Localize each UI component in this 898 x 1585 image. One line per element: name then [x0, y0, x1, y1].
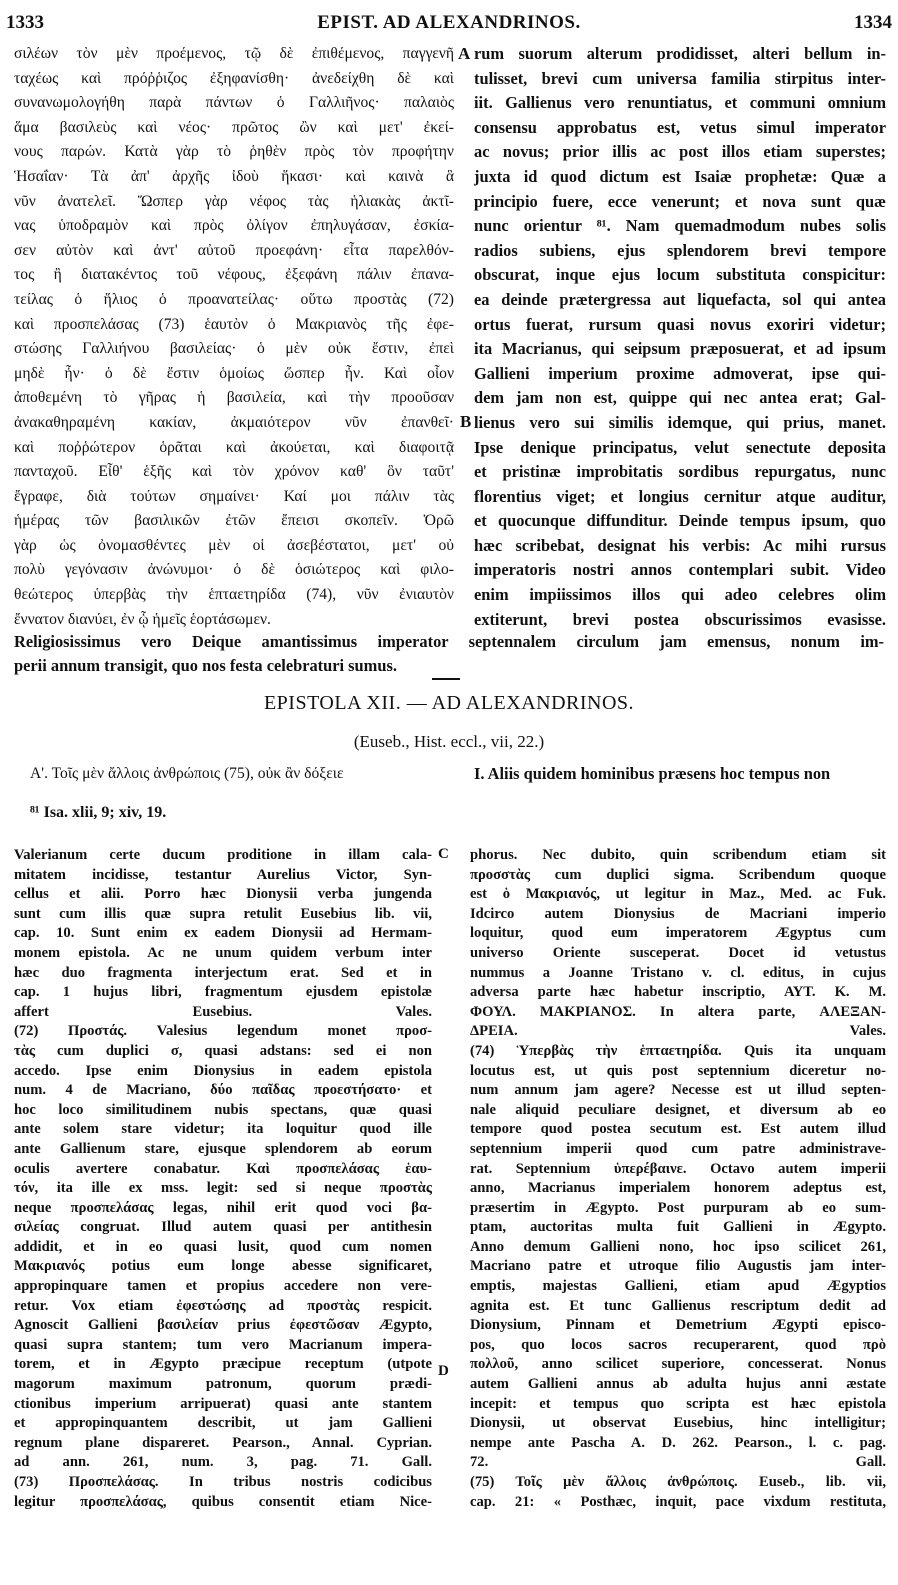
- text-line: προσστὰς cum duplici sigma. Scribendum quoque: [470, 866, 886, 883]
- text-line: oculis avertere conabatur. Καὶ προσπελάσας ἑαυ-: [14, 1160, 432, 1177]
- text-line: autem Gallieni annus ab adulta hujus anni æstate: [470, 1376, 886, 1393]
- text-line: ταχέως καὶ πρόῤῥιζος ἐξηφανίσθη· ἀνεδείχθη δὲ καὶ: [14, 69, 454, 87]
- epistle-title: EPISTOLA XII. — AD ALEXANDRINOS.: [263, 692, 635, 714]
- text-line: et pristinæ improbitatis sordibus repurgatus, nunc: [474, 462, 886, 482]
- text-line: incepit: et tempus quo scripta est hæc epistola: [470, 1395, 886, 1412]
- text-line: monem epistola. Ac ne unum quidem verbum inter: [14, 944, 432, 961]
- notes-right-column: [470, 846, 886, 1512]
- text-line: (74) Ὑπερβὰς τὴν ἑπταετηρίδα. Quis ita unquam: [470, 1042, 886, 1059]
- text-line: ΔΡΕΙΑ. Vales.: [470, 1023, 886, 1040]
- text-line: σιλέων τὸν μὲν προέμενος, τῷ δὲ ἐπιθέμενος, παγγενῆ: [14, 45, 454, 62]
- text-line: Dionysium, Pinnam et Demetrium Ægypti episco-: [470, 1317, 886, 1334]
- text-line: πολὺ γεγόνασιν ἀνώνυμοι· ὁ δὲ ὁσιώτερος καὶ φιλο-: [14, 561, 454, 579]
- text-line: ἡμέρας τῶν βασιλικῶν ἐτῶν ἔπεισι σκοπεῖν. Ὁρῶ: [14, 512, 454, 530]
- text-line: ἀνακαθηραμένη κακίαν, ἀκμαιότερον νῦν ἐπανθεῖ·: [14, 413, 454, 431]
- text-line: ad ann. 261, num. 3, pag. 71. Gall.: [14, 1454, 432, 1471]
- text-line: ἅμα βασιλεὺς καὶ νέος· πρῶτος ὢν καὶ μετ' ἐκεί-: [14, 118, 454, 136]
- text-line: Idcirco autem Dionysius de Macriani imperio: [470, 905, 886, 922]
- text-line: ita Macrianus, qui seipsum præposuerat, et ad ipsum: [474, 339, 886, 359]
- text-line: accedo. Ipse enim Dionysius in eadem epistola: [14, 1062, 432, 1079]
- text-line: locutus est, ut quis post septennium diceretur no-: [470, 1062, 886, 1079]
- text-line: sunt cum illis quæ supra retulit Eusebius lib. vii,: [14, 905, 432, 922]
- text-line: cellus et alii. Porro hæc Dionysii verba jungenda: [14, 886, 432, 903]
- text-line: neque προσπελάσας legas, nihil erit quod voci βα-: [14, 1199, 432, 1216]
- text-line: affert Eusebius. Vales.: [14, 1003, 432, 1020]
- text-line: num annum jam agere? Necesse est ut illud septen-: [470, 1082, 886, 1099]
- text-line: nummus a Joanne Tristano v. cl. editus, in cujus: [470, 964, 886, 981]
- text-line: florentius viget; et longius cernitur atque auditur,: [474, 486, 886, 506]
- text-line: καὶ προσπελάσας (73) ἑαυτὸν ὁ Μακριανὸς τῆς ἐφε-: [14, 315, 454, 333]
- text-line: σεν αὐτὸν καὶ ἀντ' αὐτοῦ προεφάνη· εἶτα παρελθόν-: [14, 241, 454, 259]
- page-header: [6, 12, 892, 38]
- text-line: tempore quod postea secutum est. Est autem illud: [470, 1121, 886, 1138]
- text-line: ἔννατον διανύει, ἐν ᾧ ἡμεῖς ἑορτάσωμεν.: [14, 610, 271, 628]
- text-line: quasi supra stantem; tum vero Macrianum impera-: [14, 1336, 432, 1353]
- text-line: septennium imperii quod cum patre administrave-: [470, 1140, 886, 1157]
- text-line: loquitur, quod eum imperatorem Ægyptus cum: [470, 925, 886, 942]
- text-line: Dionysii, ut observat Eusebius, hinc intelligitur;: [470, 1415, 886, 1432]
- text-line: pos, quo locos sacros recuperarent, quod πρὸ: [470, 1336, 886, 1353]
- text-line: ea deinde prætergressa aut liquefacta, sol qui antea: [474, 289, 886, 309]
- text-line: universo Oriente susceperat. Docet id vetustus: [470, 944, 886, 961]
- text-line: Μακριανός potius eum longe abesse significaret,: [14, 1258, 432, 1275]
- text-line: (73) Προσπελάσας. In tribus nostris codicibus: [14, 1474, 432, 1490]
- text-line: Ἡσαΐαν· Τὰ ἀπ' ἀρχῆς ἰδοὺ ἥκασι· καὶ καινὰ ἃ: [14, 167, 454, 185]
- text-line: cap. 21: « Posthæc, inquit, pace vixdum restituta,: [470, 1493, 886, 1510]
- latin-text-column: [474, 42, 886, 632]
- text-line: emptis, majestas Gallieni, etiam apud Ægyptios: [470, 1278, 886, 1295]
- text-line: cap. 1 hujus libri, fragmentum ejusdem epistolæ: [14, 984, 432, 1001]
- text-line: iit. Gallienus vero renuntiatus, et communi omnium: [474, 93, 886, 113]
- section-divider: [432, 678, 460, 680]
- text-line: νῦν ἀνατελεῖ. Ὥσπερ γὰρ νέφος τὰς ἡλιακὰς ἀκτῖ-: [14, 192, 454, 210]
- text-line: lienus vero sui similis idemque, qui prius, manet.: [474, 412, 886, 432]
- text-line: πανταχοῦ. Εἶθ' ἑξῆς καὶ τὸν χρόνον καθ' ὃν ταῦτ': [14, 463, 454, 481]
- text-line: magorum maximum patronum, quorum prædi-: [14, 1376, 432, 1393]
- text-line: Ipse denique principatus, velut senectute deposita: [474, 437, 886, 457]
- text-line: anno, Macrianus imperialem honorem adeptus est,: [470, 1180, 886, 1197]
- text-line: imperatoris nostri annos contemplari subit. Video: [474, 560, 886, 580]
- text-line: ΦΟΥΛ. ΜΑΚΡΙΑΝΟΣ. In altera parte, ΑΛΕΞΑΝ-: [470, 1003, 886, 1020]
- text-line: τείλας ὁ ἥλιος ὁ προανατείλας· οὕτω προστὰς (72): [14, 290, 454, 308]
- text-line: hæc duo fragmenta interjectum erat. Sed et in: [14, 964, 432, 981]
- text-line: obscurat, inque ejus locum substituta conspicitur:: [474, 265, 886, 285]
- text-line: radios subiens, ejus splendorem brevi tempore: [474, 240, 886, 260]
- text-line: legitur προσπελάσας, quibus consentit etiam Nice-: [14, 1493, 432, 1510]
- text-line: rum suorum alterum prodidisset, alteri bellum in-: [474, 44, 886, 63]
- text-line: hæc scribebat, designat his verbis: Ac mihi rursus: [474, 535, 886, 555]
- text-line: τόν, ita ille ex mss. legit: sed si neque προστὰς: [14, 1180, 432, 1197]
- text-line: principio fuere, ecce venerunt; et nova sunt quæ: [474, 191, 886, 211]
- text-line: est ὁ Μακριανός, ut legitur in Maz., Med. ac Fuk.: [470, 886, 886, 903]
- text-line: νους παρών. Κατὰ γὰρ τὸ ῥηθὲν πρὸς τὸν προφήτην: [14, 143, 454, 161]
- text-line: consensu approbatus est, vetus simul imperator: [474, 117, 886, 137]
- text-line: retur. Vox etiam ἐφεστώσης ad προστὰς respicit.: [14, 1297, 432, 1314]
- text-line: ante solem stare videtur; ita loquitur quod ille: [14, 1121, 432, 1138]
- text-line: ἀποθεμένη τὸ γῆρας ἡ βασιλεία, καὶ τὴν προοῦσαν: [14, 389, 454, 407]
- text-line: cap. 10. Sunt enim ex eadem Dionysii ad Hermam-: [14, 925, 432, 942]
- text-line: Anno demum Gallieni nono, hoc ipso scilicet 261,: [470, 1238, 886, 1255]
- text-line: enim impiissimos illos qui adeo celebres olim: [474, 585, 886, 605]
- text-line: γὰρ ὡς ὀνομασθέντες μὲν οἱ ἀσεβέστατοι, μετ' οὐ: [14, 536, 454, 554]
- text-line: tulisset, brevi cum universa familia stirpitus inter-: [474, 68, 886, 88]
- page-number-right: 1334: [854, 12, 892, 33]
- text-line: νας ὑποδραμὸν καὶ πρὸς ὀλίγον ἐπηλυγάσαν, ἐσκία-: [14, 217, 454, 235]
- text-line: Valerianum certe ducum proditione in illam cala-: [14, 847, 432, 863]
- text-line: σιλείας congruat. Illud autem quasi per antithesin: [14, 1219, 432, 1236]
- text-line: ac novus; prior illis ac post illos etiam superstes;: [474, 142, 886, 162]
- text-line: dem jam non est, quippe qui nec antea erat; Gal-: [474, 388, 886, 408]
- text-line: num. 4 de Macriano, δύο παῖδας προεστήσατο· et: [14, 1082, 432, 1099]
- text-line: phorus. Nec dubito, quin scribendum etiam sit: [470, 847, 886, 863]
- margin-marker-c: C: [438, 846, 449, 862]
- text-line: ortus fuerat, rursum quasi novus exoriri videtur;: [474, 314, 886, 334]
- text-line: ctionibus imperium arripuerat) quasi ante stantem: [14, 1395, 432, 1412]
- text-line: rat. Septennium ὑπερέβαινε. Octavo autem imperii: [470, 1160, 886, 1177]
- latin-continuation-line: perii annum transigit, quo nos festa celebraturi sumus.: [14, 656, 397, 675]
- text-line: ἔγραφε, διὰ τούτων σημαίνει· Καί μοι πάλιν τὰς: [14, 487, 454, 505]
- text-line: (72) Προστάς. Valesius legendum monet προσ-: [14, 1023, 432, 1040]
- text-line: et quocunque diffunditur. Deinde tempus ipsum, quo: [474, 511, 886, 531]
- latin-continuation-line: Religiosissimus vero Deique amantissimus imperator septennalem circulum jam emensus, nonum im-: [14, 632, 884, 651]
- text-line: præsertim in Ægypto. Post purpuram ab eo sum-: [470, 1199, 886, 1216]
- text-line: et appropinquantem describit, ut jam Gallieni: [14, 1415, 432, 1432]
- text-line: τὰς cum duplici σ, quasi adstans: sed ei non: [14, 1042, 432, 1059]
- footnote-scripture-ref: ⁸¹ Isa. xlii, 9; xiv, 19.: [30, 804, 167, 821]
- text-line: agnita est. Et tunc Gallienus rescriptum dedit ad: [470, 1297, 886, 1314]
- text-line: appropinquare tamen et propius accedere non vere-: [14, 1278, 432, 1295]
- text-line: nale aliquid peculiare designet, et diversum ab eo: [470, 1101, 886, 1118]
- epistle-greek-first-line: Α'. Τοῖς μὲν ἄλλοις ἀνθρώποις (75), οὐκ ἂν δόξειε: [30, 765, 344, 782]
- text-line: hoc loco similitudinem nubis spectans, quæ quasi: [14, 1101, 432, 1118]
- text-line: στώσης Γαλλιήνου βασιλείας· ὁ μὲν οὐκ ἔστιν, ἐπεὶ: [14, 340, 454, 358]
- latin-continuation: [14, 630, 884, 678]
- epistle-source: (Euseb., Hist. eccl., vii, 22.): [353, 732, 545, 751]
- text-line: Agnoscit Gallieni βασιλείαν prius ἐφεστῶσαν Ægypto,: [14, 1317, 432, 1334]
- text-line: ptam, auctoritas multa fuit Gallieni in Ægypto.: [470, 1219, 886, 1236]
- text-line: adversa parte hæc habetur inscriptio, ΑΥΤ. Κ. Μ.: [470, 984, 886, 1001]
- text-line: θεώτερος ὑπερβὰς τὴν ἑπταετηρίδα (74), νῦν ἐνιαυτὸν: [14, 586, 454, 604]
- text-line: juxta id quod dictum est Isaiæ prophetæ: Quæ a: [474, 166, 886, 186]
- margin-marker-a: A: [458, 44, 471, 63]
- text-line: mitatem incidisse, testantur Aurelius Victor, Syn-: [14, 866, 432, 883]
- greek-text-column: [14, 42, 454, 632]
- text-line: καὶ ποῤῥώτερον ὁρᾶται καὶ ἀκούεται, καὶ διαφοιτᾷ: [14, 438, 454, 456]
- notes-left-column: [14, 846, 432, 1512]
- running-title: EPIST. AD ALEXANDRINOS.: [317, 12, 581, 33]
- text-line: Gallieni imperium proxime admoverat, ipse qui-: [474, 363, 886, 383]
- text-line: συνανωμολογήθη παρὰ πάντων ὁ Γαλλιῆνος· παλαιὸς: [14, 94, 454, 112]
- text-line: (75) Τοῖς μὲν ἄλλοις ἀνθρώποις. Euseb., lib. vii,: [470, 1474, 886, 1490]
- text-line: nempe ante Pascha A. D. 262. Pearson., l. c. pag.: [470, 1434, 886, 1451]
- text-line: addidit, et in eo quasi lusit, quod cum nomen: [14, 1238, 432, 1255]
- margin-marker-d: D: [438, 1363, 449, 1379]
- text-line: τος ἢ διατακέντος τοῦ νέφους, ἐξεφάνη πάλιν ἐπανα-: [14, 266, 454, 284]
- text-line: πολλοῦ, anno scilicet superiore, concesserat. Nonus: [470, 1356, 886, 1373]
- text-line: Macriano patre et utroque filio Augustis jam inter-: [470, 1258, 886, 1275]
- text-line: torem, et in Ægypto præcipue receptum (utpote: [14, 1356, 432, 1373]
- text-line: nunc orientur ⁸¹. Nam quemadmodum nubes solis: [474, 216, 886, 236]
- page-number-left: 1333: [6, 12, 44, 33]
- margin-marker-b: B: [460, 412, 472, 431]
- text-line: μηδὲ ἦν· ὁ δὲ ἔστιν ὁμοίως ὥσπερ ἦν. Καὶ οἷον: [14, 364, 454, 382]
- text-line: ante Gallienum stare, ejusque splendorem ab eorum: [14, 1140, 432, 1157]
- text-line: 72. Gall.: [470, 1454, 886, 1471]
- text-line: extiterunt, brevi postea obscurissimos evasisse.: [474, 609, 886, 629]
- epistle-latin-first-line: I. Aliis quidem hominibus præsens hoc tempus non: [474, 764, 831, 783]
- text-line: regnum plane dispareret. Pearson., Annal. Cyprian.: [14, 1434, 432, 1451]
